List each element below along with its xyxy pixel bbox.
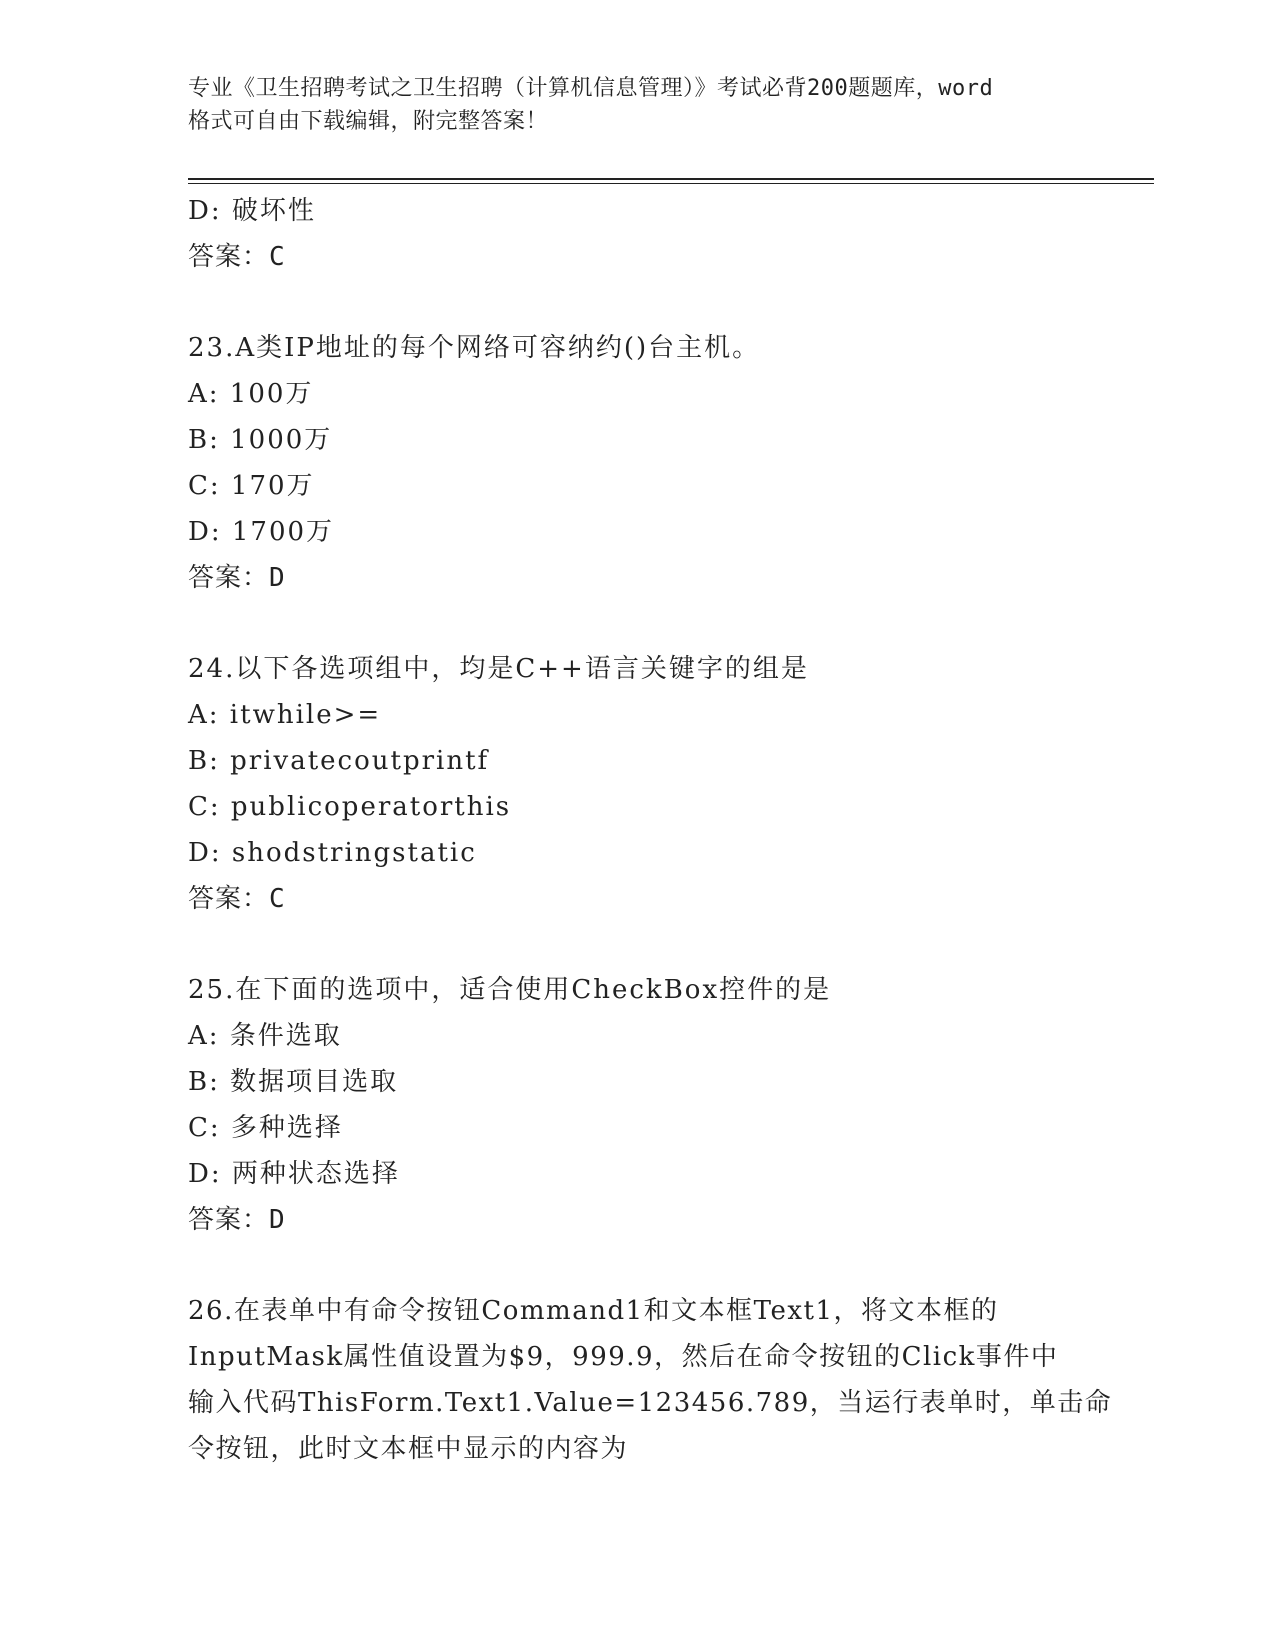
spacer <box>188 601 1088 646</box>
answer-line: 答案：C <box>188 884 286 914</box>
spacer <box>188 280 1088 325</box>
question-23 <box>188 325 1088 601</box>
answer-line: 答案：D <box>188 563 286 593</box>
option-a: A: 条件选取 <box>188 1021 342 1051</box>
question-stem-line-2: InputMask属性值设置为$9，999.9，然后在命令按钮的Click事件中 <box>188 1342 1059 1372</box>
question-stem: 24.以下各选项组中，均是C++语言关键字的组是 <box>188 654 809 684</box>
header-divider-thin <box>188 183 1154 184</box>
option-a: A: itwhile>= <box>188 700 382 730</box>
option-d: D: shodstringstatic <box>188 838 477 868</box>
question-content <box>188 188 1113 1472</box>
option-c: C: publicoperatorthis <box>188 792 512 822</box>
option-c: C: 多种选择 <box>188 1113 343 1143</box>
question-stem-line-1: 26.在表单中有命令按钮Command1和文本框Text1，将文本框的 <box>188 1296 999 1326</box>
question-stem-line-3: 输入代码ThisForm.Text1.Value=123456.789，当运行表单时，单击命 <box>188 1388 1113 1418</box>
option-b: B: 数据项目选取 <box>188 1067 399 1097</box>
document-header <box>188 72 1088 138</box>
question-stem-line-4: 令按钮，此时文本框中显示的内容为 <box>188 1434 629 1464</box>
question-24 <box>188 646 1088 922</box>
answer-line: 答案：D <box>188 1205 286 1235</box>
answer-line: 答案：C <box>188 242 286 272</box>
header-line-1: 专业《卫生招聘考试之卫生招聘（计算机信息管理）》考试必背200题题库，word <box>188 76 994 101</box>
header-divider-thick <box>188 178 1154 180</box>
question-26 <box>188 1288 1113 1472</box>
option-d: D: 破坏性 <box>188 196 316 226</box>
question-stem: 23.A类IP地址的每个网络可容纳约()台主机。 <box>188 333 761 363</box>
option-c: C: 170万 <box>188 471 315 501</box>
spacer <box>188 922 1088 967</box>
question-25 <box>188 967 1088 1243</box>
header-line-2: 格式可自由下载编辑，附完整答案！ <box>188 109 549 134</box>
question-stem: 25.在下面的选项中，适合使用CheckBox控件的是 <box>188 975 832 1005</box>
option-d: D: 1700万 <box>188 517 335 547</box>
option-b: B: privatecoutprintf <box>188 746 490 776</box>
option-b: B: 1000万 <box>188 425 333 455</box>
option-a: A: 100万 <box>188 379 314 409</box>
spacer <box>188 1243 1088 1288</box>
option-d: D: 两种状态选择 <box>188 1159 400 1189</box>
